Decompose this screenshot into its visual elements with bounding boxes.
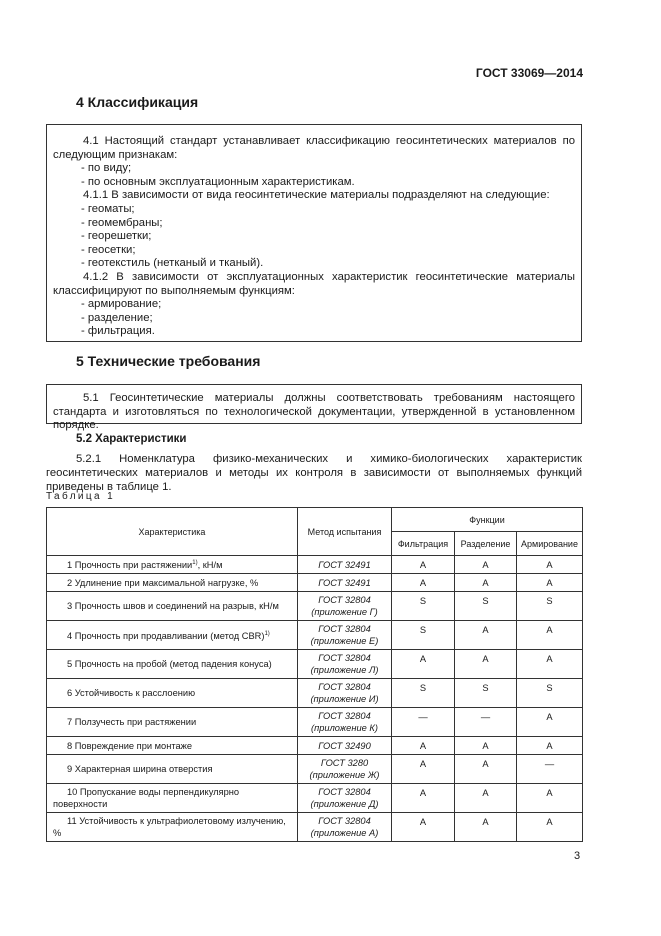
list-item: - георешетки; [81, 230, 152, 243]
list-item: - геомембраны; [81, 216, 163, 229]
table-row [47, 592, 583, 621]
method-standard: ГОСТ 32804 [318, 787, 371, 797]
cell-method [298, 650, 392, 679]
cell-characteristic [47, 679, 298, 708]
cell-characteristic [47, 650, 298, 679]
list-item: - армирование; [81, 298, 162, 311]
list-item: - геоматы; [81, 202, 135, 215]
cell-reinforcement: S [517, 592, 583, 621]
characteristic-text: 6 Устойчивость к расслоению [67, 688, 196, 698]
cell-filtration: — [392, 708, 455, 737]
method-standard: ГОСТ 32804 [318, 595, 371, 605]
cell-method [298, 784, 392, 813]
cell-filtration: A [392, 784, 455, 813]
table-caption: Таблица 1 [46, 491, 116, 502]
cell-filtration: S [392, 679, 455, 708]
cell-filtration: A [392, 650, 455, 679]
subsection-5-2-title: 5.2 Характеристики [76, 433, 187, 445]
cell-separation: A [455, 755, 517, 784]
cell-reinforcement: A [517, 784, 583, 813]
list-item: - по основным эксплуатационным характеристикам. [81, 175, 355, 188]
table-row [47, 679, 583, 708]
characteristic-text: 9 Характерная ширина отверстия [67, 764, 213, 774]
cell-method [298, 737, 392, 755]
cell-reinforcement: A [517, 737, 583, 755]
method-appendix: (приложение Д) [310, 799, 379, 809]
table-row [47, 574, 583, 592]
para-4-1-2: 4.1.2 В зависимости от эксплуатационных характеристик геосинтетические материалы классифицируют по выполняемым функциям: [53, 270, 575, 297]
method-standard: ГОСТ 32804 [318, 816, 371, 826]
characteristic-text: 1 Прочность при растяжении [67, 560, 193, 571]
table-row [47, 784, 583, 813]
cell-filtration: A [392, 556, 455, 574]
list-item: - по виду; [81, 162, 132, 175]
characteristic-text: 4 Прочность при продавливании (метод CBR) [67, 631, 265, 642]
cell-method [298, 813, 392, 842]
cell-filtration: A [392, 574, 455, 592]
cell-separation: A [455, 574, 517, 592]
cell-reinforcement: A [517, 574, 583, 592]
para-4-1: 4.1 Настоящий стандарт устанавливает классификацию геосинтетических материалов по следующим признакам: [53, 135, 575, 161]
characteristic-text: 10 Пропускание воды перпендикулярно поверхности [53, 787, 240, 809]
cell-reinforcement: S [517, 679, 583, 708]
header-method: Метод испытания [298, 508, 392, 556]
list-item: - геотекстиль (нетканый и тканый). [81, 257, 264, 270]
cell-characteristic [47, 592, 298, 621]
section-5-title: 5 Технические требования [76, 353, 261, 369]
characteristic-text: 5 Прочность на пробой (метод падения конуса) [67, 659, 272, 669]
cell-separation: A [455, 556, 517, 574]
cell-characteristic [47, 784, 298, 813]
cell-filtration: A [392, 737, 455, 755]
method-standard: ГОСТ 3280 [320, 758, 369, 768]
cell-reinforcement: A [517, 556, 583, 574]
cell-method [298, 574, 392, 592]
page-number: 3 [574, 850, 581, 862]
table-row [47, 650, 583, 679]
cell-separation: A [455, 784, 517, 813]
list-item: - геосетки; [81, 243, 136, 256]
cell-method [298, 556, 392, 574]
characteristic-unit: , кН/м [197, 560, 223, 571]
table-row [47, 556, 583, 574]
method-appendix: (приложение Е) [310, 636, 379, 646]
cell-separation: — [455, 708, 517, 737]
cell-separation: A [455, 650, 517, 679]
characteristic-text: 11 Устойчивость к ультрафиолетовому излучению, % [53, 816, 286, 838]
method-appendix: (приложение А) [310, 828, 379, 838]
method-standard: ГОСТ 32804 [318, 682, 371, 692]
characteristic-text: 7 Ползучесть при растяжении [67, 717, 197, 727]
cell-separation: A [455, 621, 517, 650]
method-standard: ГОСТ 32491 [318, 559, 371, 570]
table-row [47, 755, 583, 784]
table-row [47, 813, 583, 842]
cell-characteristic [47, 574, 298, 592]
footnote-marker: 1) [192, 560, 198, 567]
cell-filtration: S [392, 592, 455, 621]
list-4-1-1 [53, 203, 575, 271]
table-body [47, 556, 583, 842]
header-reinforcement: Армирование [517, 532, 583, 556]
method-standard: ГОСТ 32804 [318, 711, 371, 721]
cell-filtration: A [392, 755, 455, 784]
header-functions: Функции [392, 508, 583, 532]
cell-characteristic [47, 813, 298, 842]
cell-method [298, 592, 392, 621]
cell-separation: S [455, 592, 517, 621]
para-5-2-1: 5.2.1 Номенклатура физико-механических и химико-биологических характеристик геосинтетических материалов и методы их контроля в зависимости от выполняемых функций приведены в таблице 1. [46, 453, 582, 493]
cell-reinforcement: — [517, 755, 583, 784]
method-appendix: (приложение К) [311, 723, 378, 733]
cell-separation: S [455, 679, 517, 708]
list-item: - разделение; [81, 311, 153, 324]
cell-reinforcement: A [517, 621, 583, 650]
document-code: ГОСТ 33069—2014 [475, 66, 583, 80]
header-characteristic: Характеристика [47, 508, 298, 556]
cell-filtration: S [392, 621, 455, 650]
list-4-1 [53, 162, 575, 189]
cell-separation: A [455, 737, 517, 755]
method-appendix: (приложение И) [310, 694, 379, 704]
cell-reinforcement: A [517, 650, 583, 679]
table-row [47, 621, 583, 650]
cell-method [298, 755, 392, 784]
cell-characteristic [47, 755, 298, 784]
header-separation: Разделение [455, 532, 517, 556]
list-item: - фильтрация. [81, 325, 155, 338]
method-standard: ГОСТ 32804 [318, 653, 371, 663]
para-5-1: 5.1 Геосинтетические материалы должны соответствовать требованиям настоящего стандарта и изготовляться по технологической документации, утвержденной в установленном порядке. [53, 392, 575, 432]
table-row [47, 737, 583, 755]
cell-method [298, 708, 392, 737]
method-appendix: (приложение Ж) [309, 770, 380, 780]
cell-characteristic [47, 708, 298, 737]
method-standard: ГОСТ 32804 [318, 624, 371, 634]
method-standard: ГОСТ 32490 [318, 740, 371, 751]
cell-filtration: A [392, 813, 455, 842]
characteristics-table [46, 507, 583, 842]
characteristic-text: 3 Прочность швов и соединений на разрыв, кН/м [67, 601, 279, 611]
header-filtration: Фильтрация [392, 532, 455, 556]
requirements-box [46, 384, 582, 432]
cell-separation: A [455, 813, 517, 842]
cell-reinforcement: A [517, 708, 583, 737]
characteristic-text: 8 Повреждение при монтаже [67, 740, 193, 751]
cell-method [298, 679, 392, 708]
cell-characteristic [47, 621, 298, 650]
cell-reinforcement: A [517, 813, 583, 842]
classification-box [46, 124, 582, 342]
method-appendix: (приложение Л) [310, 665, 379, 675]
characteristic-text: 2 Удлинение при максимальной нагрузке, % [67, 577, 259, 588]
table-row [47, 708, 583, 737]
section-4-title: 4 Классификация [76, 94, 199, 110]
footnote-marker: 1) [264, 630, 270, 637]
method-standard: ГОСТ 32491 [318, 577, 371, 588]
cell-method [298, 621, 392, 650]
list-4-1-2 [53, 298, 575, 339]
cell-characteristic [47, 737, 298, 755]
cell-characteristic [47, 556, 298, 574]
para-4-1-1: 4.1.1 В зависимости от вида геосинтетические материалы подразделяют на следующие: [83, 189, 550, 202]
method-appendix: (приложение Г) [311, 607, 378, 617]
